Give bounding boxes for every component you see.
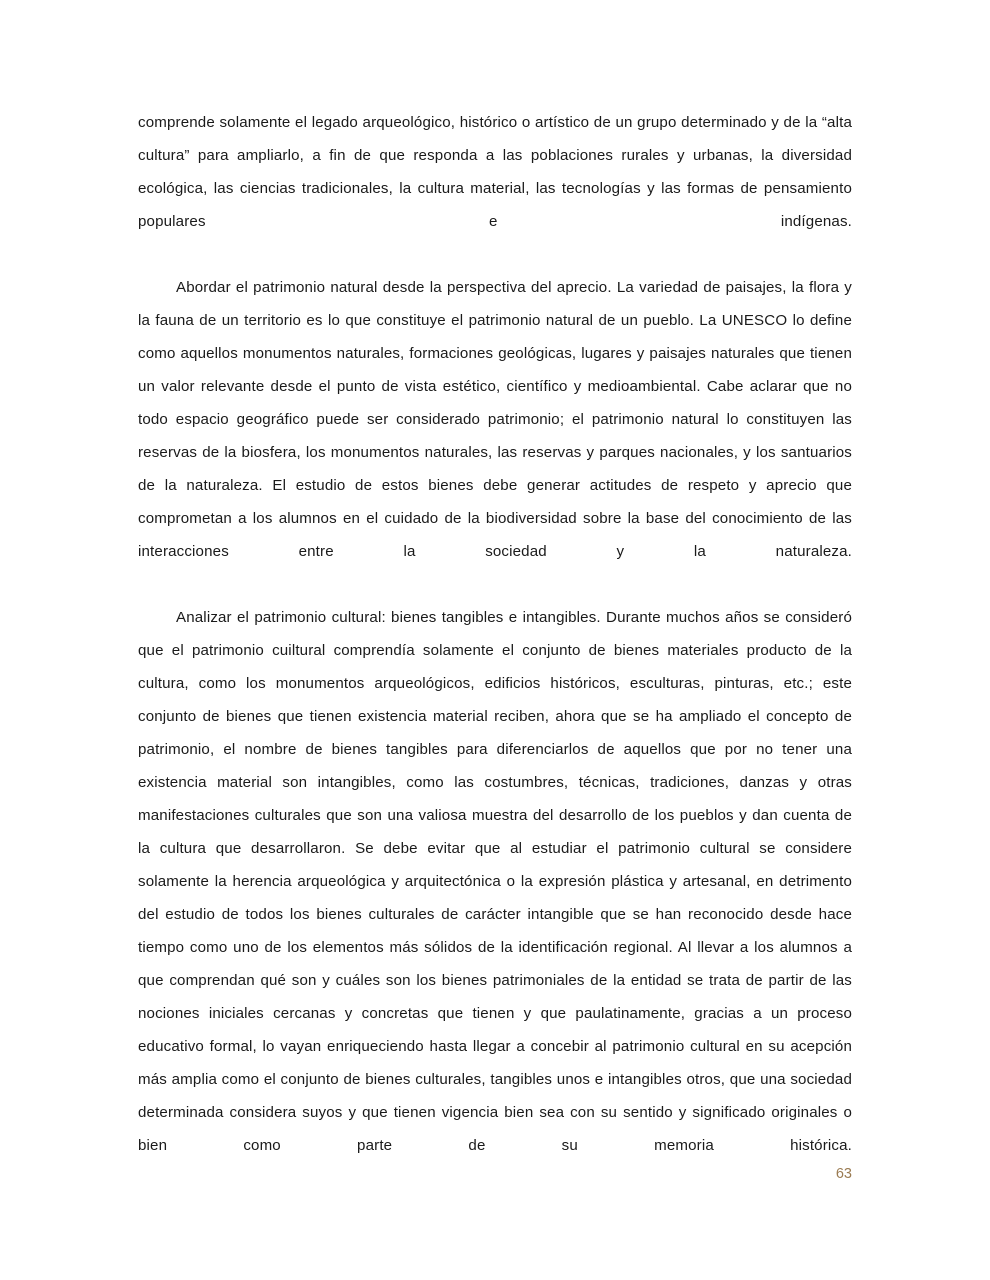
page-number: 63	[835, 1166, 852, 1182]
paragraph-3: Analizar el patrimonio cultural: bienes tangibles e intangibles. Durante muchos años se consideró que el patrimonio cuiltural comprendía solamente el conjunto de bienes materiales producto de la cultura, como los monumentos arqueológicos, edificios históricos, esculturas, pinturas, etc.; este conjunto de bienes que tienen existencia material reciben, ahora que se ha ampliado el concepto de patrimonio, el nombre de bienes tangibles para diferenciarlos de aquellos que por no tener una existencia material son intangibles, como las costumbres, técnicas, tradiciones, danzas y otras manifestaciones culturales que son una valiosa muestra del desarrollo de los pueblos y dan cuenta de la cultura que desarrollaron. Se debe evitar que al estudiar el patrimonio cultural se considere solamente la herencia arqueológica y arquitectónica o la expresión plástica y artesanal, en detrimento del estudio de todos los bienes culturales de carácter intangible que se han reconocido desde hace tiempo como uno de los elementos más sólidos de la identificación regional. Al llevar a los alumnos a que comprendan qué son y cuáles son los bienes patrimoniales de la entidad se trata de partir de las nociones iniciales cercanas y concretas que tienen y que paulatinamente, gracias a un proceso educativo formal, lo vayan enriqueciendo hasta llegar a concebir al patrimonio cultural en su acepción más amplia como el conjunto de bienes culturales, tangibles unos e intangibles otros, que una sociedad determinada considera suyos y que tienen vigencia bien sea con su sentido y significado originales o bien como parte de su memoria histórica.	[138, 609, 852, 1154]
paragraph-1: comprende solamente el legado arqueológico, histórico o artístico de un grupo determinado y de la “alta cultura” para ampliarlo, a fin de que responda a las poblaciones rurales y urbanas, la diversidad ecológica, las ciencias tradicionales, la cultura material, las tecnologías y las formas de pensamiento populares e indígenas.	[138, 114, 852, 230]
paragraph-2: Abordar el patrimonio natural desde la perspectiva del aprecio. La variedad de paisajes, la flora y la fauna de un territorio es lo que constituye el patrimonio natural de un pueblo. La UNESCO lo define como aquellos monumentos naturales, formaciones geológicas, lugares y paisajes naturales que tienen un valor relevante desde el punto de vista estético, científico y medioambiental. Cabe aclarar que no todo espacio geográfico puede ser considerado patrimonio; el patrimonio natural lo constituyen las reservas de la biosfera, los monumentos naturales, las reservas y parques nacionales, y los santuarios de la naturaleza. El estudio de estos bienes debe generar actitudes de respeto y aprecio que comprometan a los alumnos en el cuidado de la biodiversidad sobre la base del conocimiento de las interacciones entre la sociedad y la naturaleza.	[138, 279, 852, 560]
page-body-text	[138, 106, 852, 1195]
